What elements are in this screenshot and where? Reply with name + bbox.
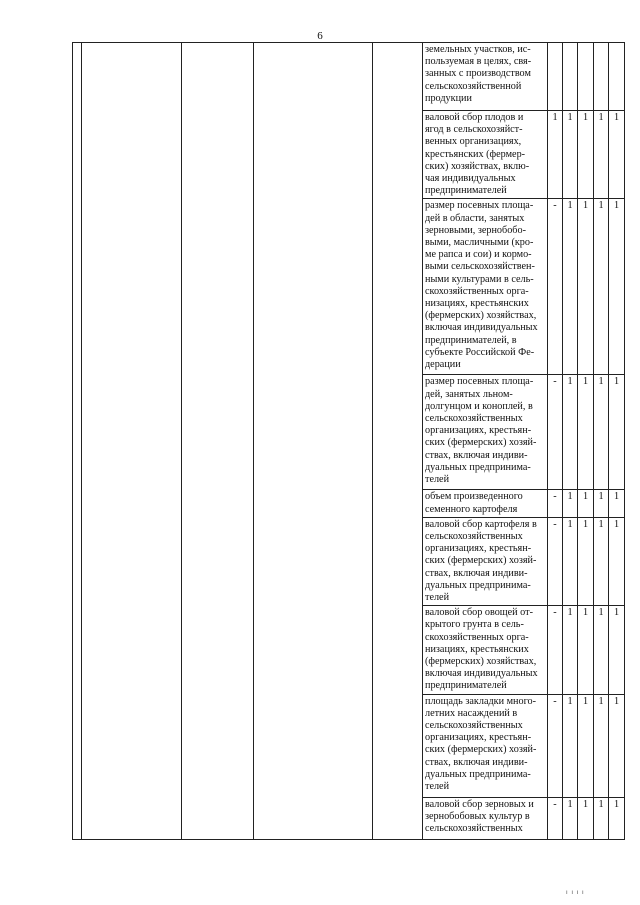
indicator-cell: валовой сбор овощей от- крытого грунта в сель- скохозяйственных орга- низациях, крестьянских (фермерских) хозяйствах, включая индивидуальных предпринимателей bbox=[423, 606, 548, 694]
mark-cell: 1 bbox=[609, 199, 625, 375]
mark-cell bbox=[594, 43, 609, 111]
mark-cell: - bbox=[548, 797, 563, 839]
mark-cell bbox=[548, 43, 563, 111]
empty-column-cell bbox=[254, 43, 373, 840]
mark-cell: 1 bbox=[578, 490, 594, 517]
mark-cell: 1 bbox=[594, 694, 609, 797]
mark-cell: 1 bbox=[609, 111, 625, 199]
indicator-cell: валовой сбор зерновых и зернобобовых культур в сельскохозяйственных bbox=[423, 797, 548, 839]
mark-cell: - bbox=[548, 375, 563, 490]
mark-cell: 1 bbox=[563, 375, 578, 490]
mark-cell: 1 bbox=[578, 199, 594, 375]
mark-cell: 1 bbox=[563, 111, 578, 199]
mark-cell: 1 bbox=[594, 199, 609, 375]
mark-cell: 1 bbox=[563, 606, 578, 694]
mark-cell bbox=[578, 43, 594, 111]
empty-column-cell bbox=[373, 43, 423, 840]
indicator-cell: объем произведенного семенного картофеля bbox=[423, 490, 548, 517]
mark-cell: 1 bbox=[594, 606, 609, 694]
mark-cell: 1 bbox=[594, 517, 609, 605]
mark-cell: - bbox=[548, 199, 563, 375]
indicator-cell: размер посевных площа- дей в области, занятых зерновыми, зернобобо- выми, масличными (кро- ме рапса и сои) и кормо- выми сельскохозяйствен- ными культурами в сель- скохозяйственных орга- низациях, крестьянских (фермерских) хозяйствах, включая индивидуальных предпринимателей, в субъекте Российской Фе- дерации bbox=[423, 199, 548, 375]
mark-cell: 1 bbox=[609, 375, 625, 490]
mark-cell: - bbox=[548, 694, 563, 797]
page-number: 6 bbox=[317, 30, 323, 42]
mark-cell: - bbox=[548, 490, 563, 517]
mark-cell: - bbox=[548, 606, 563, 694]
indicator-cell: валовой сбор картофеля в сельскохозяйственных организациях, крестьян- ских (фермерских) хозяй- ствах, включая индиви- дуальных предпринима- телей bbox=[423, 517, 548, 605]
mark-cell: 1 bbox=[609, 517, 625, 605]
mark-cell: 1 bbox=[609, 694, 625, 797]
mark-cell: 1 bbox=[594, 797, 609, 839]
table-row bbox=[73, 43, 625, 111]
mark-cell: 1 bbox=[609, 490, 625, 517]
empty-column-cell bbox=[182, 43, 254, 840]
indicator-cell: площадь закладки много- летних насаждений в сельскохозяйственных организациях, крестьян- ских (фермерских) хозяй- ствах, включая индиви- дуальных предпринима- телей bbox=[423, 694, 548, 797]
indicator-cell: валовой сбор плодов и ягод в сельскохозяйст- венных организациях, крестьянских (фермер- ских) хозяйствах, вклю- чая индивидуальных предпринимателей bbox=[423, 111, 548, 199]
mark-cell: 1 bbox=[563, 797, 578, 839]
mark-cell: 1 bbox=[578, 797, 594, 839]
mark-cell: 1 bbox=[594, 375, 609, 490]
mark-cell: 1 bbox=[609, 797, 625, 839]
mark-cell: 1 bbox=[609, 606, 625, 694]
mark-cell: 1 bbox=[563, 694, 578, 797]
indicators-table bbox=[72, 42, 625, 840]
indicator-cell: размер посевных площа- дей, занятых льном- долгунцом и коноплей, в сельскохозяйственных организациях, крестьян- ских (фермерских) хозяй- ствах, включая индиви- дуальных предпринима- телей bbox=[423, 375, 548, 490]
mark-cell: 1 bbox=[594, 111, 609, 199]
mark-cell bbox=[563, 43, 578, 111]
empty-column-cell bbox=[82, 43, 182, 840]
mark-cell: 1 bbox=[578, 111, 594, 199]
mark-cell: 1 bbox=[578, 606, 594, 694]
margin-mark: ı ı ı ı bbox=[566, 890, 585, 896]
mark-cell: 1 bbox=[563, 517, 578, 605]
mark-cell: 1 bbox=[578, 694, 594, 797]
mark-cell: 1 bbox=[578, 517, 594, 605]
mark-cell: 1 bbox=[594, 490, 609, 517]
empty-column-cell bbox=[73, 43, 82, 840]
mark-cell: 1 bbox=[578, 375, 594, 490]
mark-cell: 1 bbox=[548, 111, 563, 199]
mark-cell: 1 bbox=[563, 490, 578, 517]
indicator-cell: земельных участков, ис- пользуемая в целях, свя- занных с производством сельскохозяйственной продукции bbox=[423, 43, 548, 111]
mark-cell: - bbox=[548, 517, 563, 605]
mark-cell bbox=[609, 43, 625, 111]
mark-cell: 1 bbox=[563, 199, 578, 375]
